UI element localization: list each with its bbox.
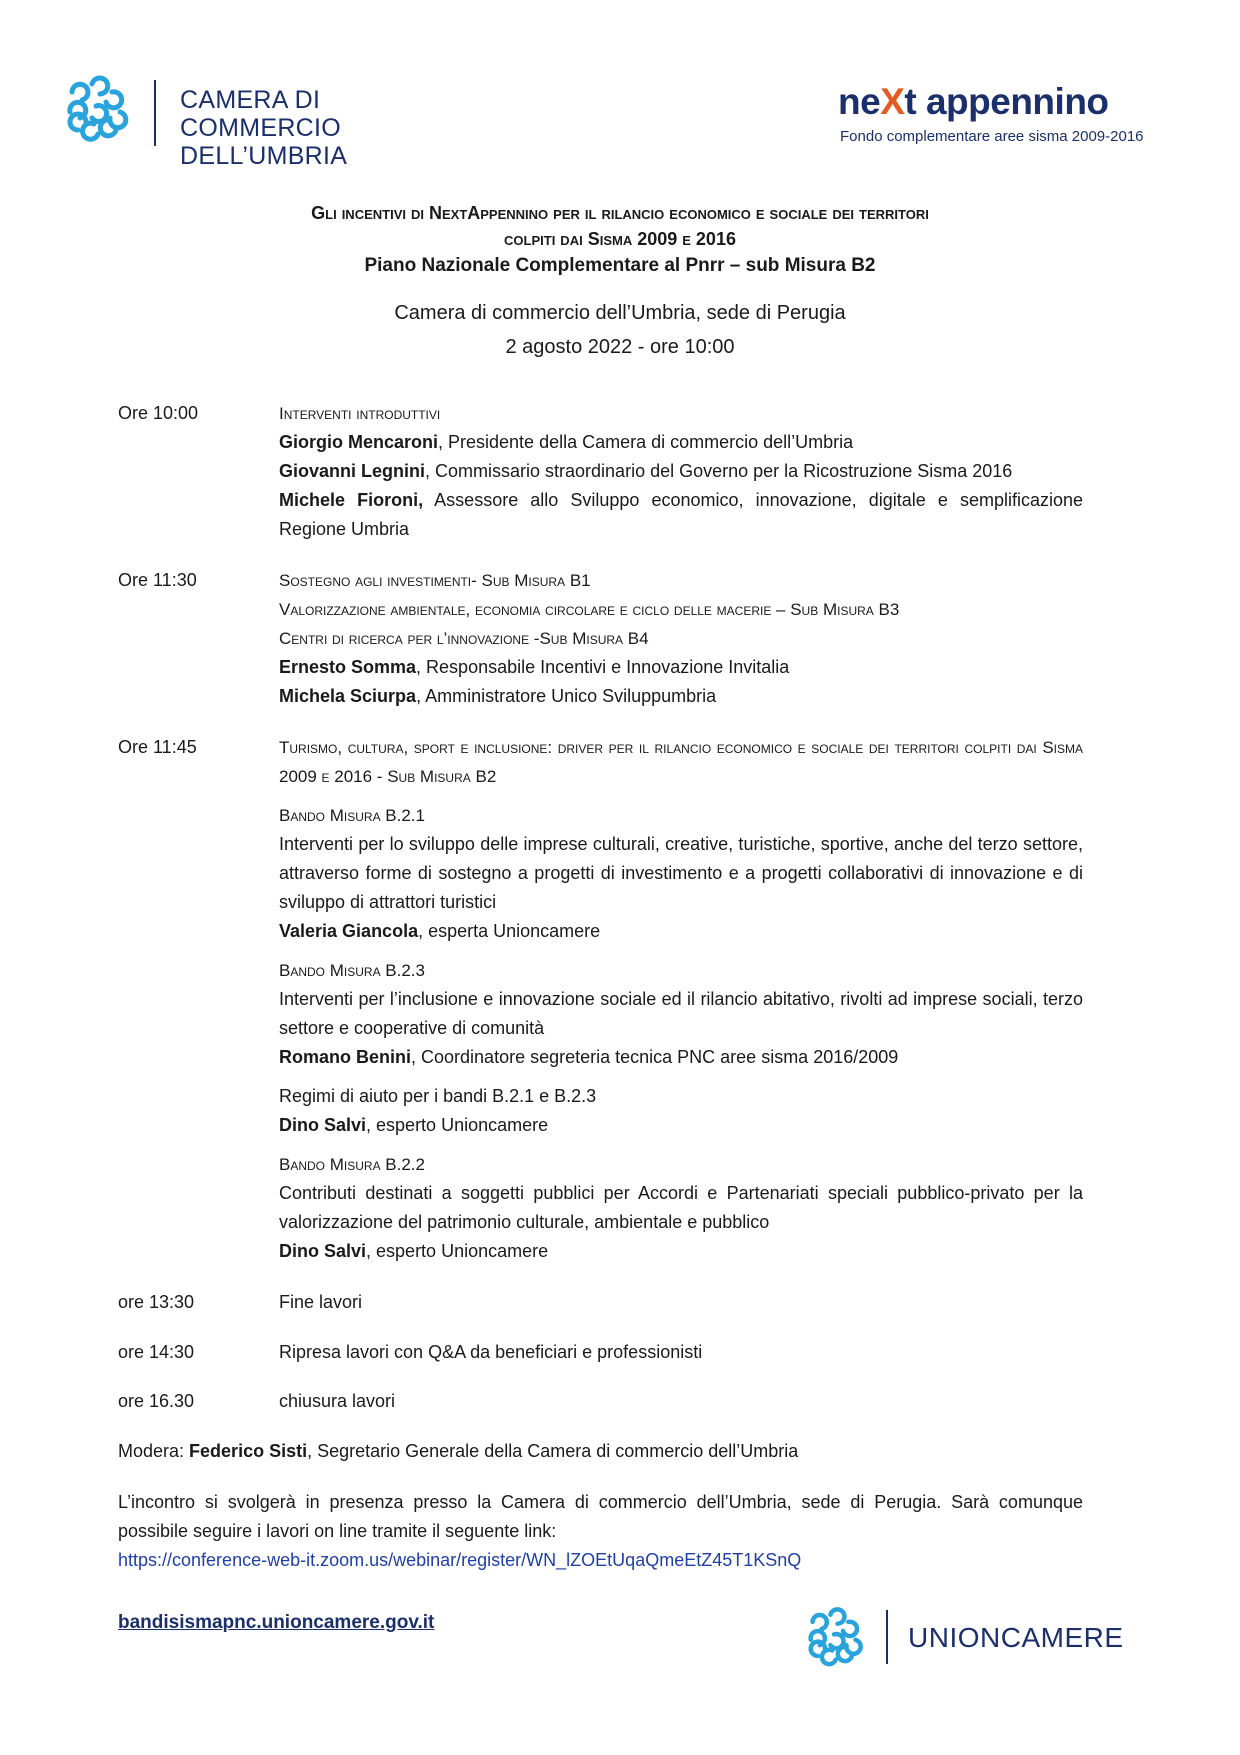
bando-description: Contributi destinati a soggetti pubblici per Accordi e Partenariati speciali pubblico-privato per la valorizzazione del patrimonio culturale, ambientale e pubblico — [279, 1183, 1083, 1232]
program-item: Ripresa lavori con Q&A da beneficiari e professionisti — [279, 1342, 703, 1362]
topic: Sostegno agli investimenti- Sub Misura B1 — [279, 571, 591, 590]
time-slot: ore 13:30 — [118, 1292, 195, 1312]
bando-description: Interventi per l’inclusione e innovazione sociale ed il rilancio abitativo, rivolti ad imprese sociali, terzo settore e cooperative di comunità — [279, 989, 1083, 1038]
speaker: Giovanni Legnini, Commissario straordinario del Governo per la Ricostruzione Sisma 2016 — [279, 461, 1013, 481]
unioncamere-name: UNIONCAMERE — [908, 1622, 1124, 1653]
program-item: Fine lavori — [279, 1292, 363, 1312]
program-item — [279, 733, 1083, 1266]
bando-label: Bando Misura B.2.3 — [279, 961, 425, 980]
logo-divider — [154, 80, 156, 146]
program-item — [279, 399, 1083, 544]
unioncamere-logo — [800, 1600, 1124, 1676]
x-mark-icon: X — [880, 81, 905, 122]
nextappennino-subtitle: Fondo complementare aree sisma 2009-2016 — [840, 128, 1144, 145]
time-slot: ore 14:30 — [118, 1342, 195, 1362]
title-line-3: Piano Nazionale Complementare al Pnrr – sub Misura B2 — [364, 255, 876, 276]
bando-description: Interventi per lo sviluppo delle imprese culturali, creative, turistiche, sportive, anche del terzo settore, attraverso forme di sostegno a progetti di investimento e a progetti collaborativi di innovazione e di sviluppo di attrattori turistici — [279, 834, 1083, 912]
section-heading: Turismo, cultura, sport e inclusione: driver per il rilancio economico e sociale dei territori colpiti dai Sisma 2009 e 2016 - Sub Misura B2 — [279, 738, 1083, 786]
camera-commercio-logo — [58, 72, 478, 170]
speaker: Giorgio Mencaroni, Presidente della Camera di commercio dell’Umbria — [279, 432, 854, 452]
event-date: 2 agosto 2022 - ore 10:00 — [505, 336, 735, 358]
venue: Camera di commercio dell’Umbria, sede di Perugia — [394, 302, 846, 324]
title-line-1: Gli incentivi di NextAppennino per il rilancio economico e sociale dei territori — [311, 203, 929, 223]
nextappennino-logo — [838, 82, 1168, 152]
speaker: Valeria Giancola, esperta Unioncamere — [279, 921, 601, 941]
webinar-link[interactable]: https://conference-web-it.zoom.us/webinar/register/WN_lZOEtUqaQmeEtZ45T1KSnQ — [118, 1550, 802, 1570]
time-slot: Ore 10:00 — [118, 403, 199, 423]
speaker: Dino Salvi, esperto Unioncamere — [279, 1115, 549, 1135]
logo-divider — [886, 1610, 888, 1664]
speaker: Michele Fioroni, Assessore allo Sviluppo economico, innovazione, digitale e semplificazione Regione Umbria — [279, 490, 1084, 539]
program-item: chiusura lavori — [279, 1391, 396, 1411]
knot-logo-icon — [58, 72, 134, 148]
bando-label: Bando Misura B.2.2 — [279, 1155, 425, 1174]
section-heading: Interventi introduttivi — [279, 404, 441, 423]
camera-commercio-name: CAMERA DI COMMERCIO DELL’UMBRIA — [180, 86, 348, 170]
speaker: Ernesto Somma, Responsabile Incentivi e Innovazione Invitalia — [279, 657, 790, 677]
topic: Valorizzazione ambientale, economia circolare e ciclo delle macerie – Sub Misura B3 — [279, 600, 900, 619]
speaker: Michela Sciurpa, Amministratore Unico Sviluppumbria — [279, 686, 717, 706]
topic: Centri di ricerca per l’innovazione -Sub Misura B4 — [279, 629, 649, 648]
bando-section — [279, 1082, 1083, 1140]
bando-label: Bando Misura B.2.1 — [279, 806, 425, 825]
time-slot: Ore 11:45 — [118, 737, 197, 757]
moderator: Modera: Federico Sisti, Segretario Generale della Camera di commercio dell’Umbria — [118, 1441, 799, 1461]
program-item — [279, 566, 1083, 711]
time-slot: ore 16.30 — [118, 1391, 195, 1411]
time-slot: Ore 11:30 — [118, 570, 197, 590]
event-info: L’incontro si svolgerà in presenza presso la Camera di commercio dell’Umbria, sede di Perugia. Sarà comunque possibile seguire i lavori on line tramite il seguente link: https://conference-web-it.zoom.us/webinar/register/WN_lZOEtUqaQmeEtZ45T1KSnQ — [118, 1492, 1083, 1570]
bando-description: Regimi di aiuto per i bandi B.2.1 e B.2.3 — [279, 1086, 597, 1106]
speaker: Romano Benini, Coordinatore segreteria tecnica PNC aree sisma 2016/2009 — [279, 1047, 899, 1067]
bando-section — [279, 956, 1083, 1072]
knot-logo-icon — [800, 1604, 868, 1672]
bando-section — [279, 1150, 1083, 1266]
title-line-2: colpiti dai Sisma 2009 e 2016 — [504, 229, 736, 249]
bando-section — [279, 801, 1083, 946]
title-block — [100, 200, 1140, 364]
nextappennino-wordmark: neXt appennino — [838, 81, 1109, 122]
website-link[interactable]: bandisismapnc.unioncamere.gov.it — [118, 1612, 435, 1633]
speaker: Dino Salvi, esperto Unioncamere — [279, 1241, 549, 1261]
